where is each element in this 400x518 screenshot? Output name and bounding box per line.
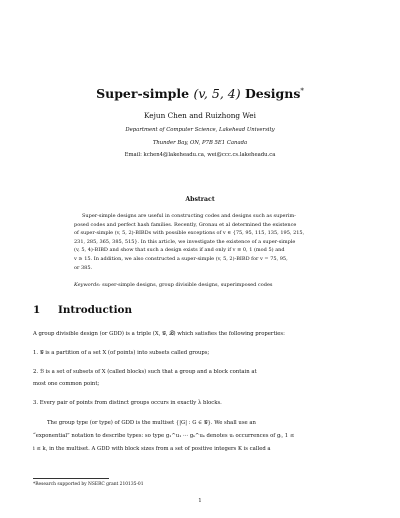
title-footnote-mark: * (300, 86, 304, 95)
section-number: 1 (33, 304, 41, 316)
abstract-line: of super-simple (v, 5, 2)-BIBDs with possible exceptions of v ∈ {75, 95, 115, 135, 195, 215, (74, 230, 305, 237)
paper-title: Super-simple (v, 5, 4) Designs* (96, 86, 304, 101)
abstract-line: (v, 5, 4)-BIBD and show that such a design exists if and only if v ≡ 0, 1 (mod 5) and (74, 247, 285, 254)
abstract-line: 231, 285, 365, 385, 515}. In this article, we investigate the existence of a super-simple (74, 238, 296, 245)
page-number: 1 (198, 498, 202, 504)
body-line: 2. ℬ is a set of subsets of X (called blocks) such that a group and a block contain at (33, 369, 257, 375)
section-title: Introduction (58, 304, 132, 316)
title-math: (v, 5, 4) (193, 86, 241, 101)
body-line: “exponential” notation to describe types: so type g₁^u₁ ··· gₖ^uₖ denotes uᵢ occurrences of gᵢ, 1 ≤ (33, 433, 295, 439)
keywords (74, 282, 334, 288)
body-line: most one common point; (33, 381, 100, 387)
abstract-line: Super-simple designs are useful in constructing codes and designs such as superim- (82, 213, 296, 219)
affiliation-line-1: Department of Computer Science, Lakehead University (125, 127, 275, 133)
body-line: 3. Every pair of points from distinct groups occurs in exactly λ blocks. (33, 400, 222, 406)
authors: Kejun Chen and Ruizhong Wei (144, 111, 256, 120)
abstract-line: posed codes and perfect hash families. Recently, Gronau et al determined the existence (74, 221, 297, 228)
body-line: 1. 𝒢 is a partition of a set X (of points) into subsets called groups; (33, 350, 210, 356)
abstract-line: or 385. (74, 264, 93, 271)
abstract-heading: Abstract (185, 196, 215, 203)
keywords-label: Keywords: (74, 282, 101, 288)
section-heading (33, 304, 132, 316)
footnote: *Research supported by NSERC grant 210135-01 (33, 482, 144, 487)
footnote-rule (33, 478, 109, 479)
affiliation-line-2: Thunder Bay, ON, P7B 5E1 Canada (152, 140, 248, 146)
body-line: i ≤ k, in the multiset. A GDD with block sizes from a set of positive integers K is called a (33, 446, 271, 452)
body-line: The group type (or type) of GDD is the multiset {|G| : G ∈ 𝒢}. We shall use an (47, 420, 256, 426)
abstract-line: v ≥ 15. In addition, we also constructed a super-simple (v, 5, 2)-BIBD for v = 75, 95, (74, 256, 288, 262)
body-line: A group divisible design (or GDD) is a triple (X, 𝒢, ℬ) which satisfies the following properties: (33, 331, 285, 337)
email: Email: kchen4@lakeheadu.ca, wei@ccc.cs.lakeheadu.ca (124, 152, 276, 158)
keywords-text: super-simple designs, group divisible designs, superimposed codes (100, 282, 273, 288)
